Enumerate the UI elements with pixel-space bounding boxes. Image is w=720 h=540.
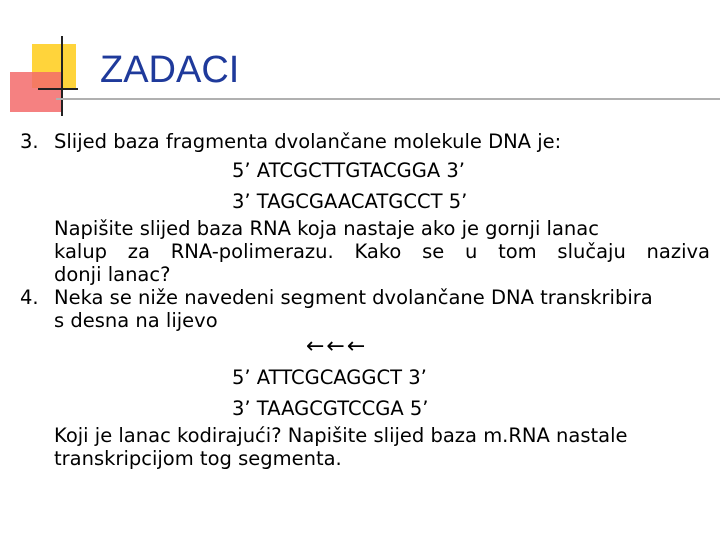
horizontal-line-decoration xyxy=(38,88,78,90)
slide-content xyxy=(20,130,710,470)
task-4-number: 4. xyxy=(20,286,39,309)
task-3-strand-bottom: 3’ TAGCGAACATGCCT 5’ xyxy=(232,190,468,213)
task-4-intro-line-2: s desna na lijevo xyxy=(54,309,218,332)
task-4-body xyxy=(54,286,710,470)
task-3-strand-top: 5’ ATCGCTTGTACGGA 3’ xyxy=(232,159,466,182)
task-4-intro-line-1: Neka se niže navedeni segment dvolančane DNA transkribira xyxy=(54,286,653,309)
arrows-left-icon: ←←← xyxy=(306,334,368,359)
slide-title: ZADACI xyxy=(100,49,240,91)
task-4-question-line-2: transkripcijom tog segmenta. xyxy=(54,447,342,470)
task-3-intro: Slijed baza fragmenta dvolančane molekule DNA je: xyxy=(54,130,562,153)
title-underline-rule xyxy=(56,98,720,100)
task-3-question-line-1: Napišite slijed baza RNA koja nastaje ako je gornji lanac xyxy=(54,217,599,240)
task-3-question xyxy=(20,217,710,286)
task-3-question-line-2: kalup za RNA-polimerazu. Kako se u tom slučaju naziva xyxy=(54,240,710,263)
task-3 xyxy=(20,130,710,217)
red-square-decoration xyxy=(10,72,62,112)
task-3-question-line-3: donji lanac? xyxy=(54,263,171,286)
task-4-strand-bottom: 3’ TAAGCGTCCGA 5’ xyxy=(232,397,429,420)
task-4-question-line-1: Koji je lanac kodirajući? Napišite slijed baza m.RNA nastale xyxy=(54,424,628,447)
task-3-body xyxy=(54,130,710,217)
vertical-line-decoration xyxy=(61,36,63,116)
task-3-number: 3. xyxy=(20,130,39,153)
task-4-strand-top: 5’ ATTCGCAGGCT 3’ xyxy=(232,366,427,389)
task-4 xyxy=(20,286,710,470)
